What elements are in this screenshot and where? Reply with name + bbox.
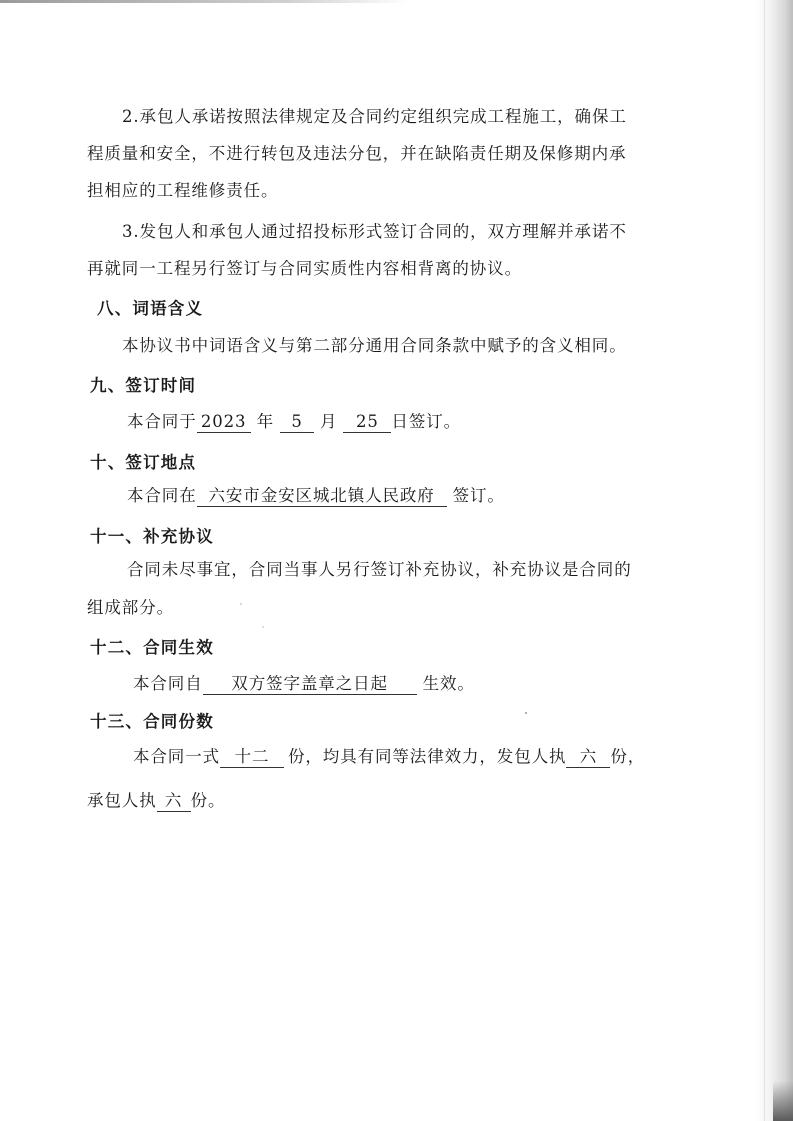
signing-date-line bbox=[127, 411, 461, 433]
copies-line2 bbox=[87, 790, 225, 812]
scan-shadow-right bbox=[755, 0, 793, 1121]
scan-edge-line bbox=[764, 0, 765, 1121]
clause7-item2-line3: 担相应的工程维修责任。 bbox=[87, 181, 279, 200]
scan-shadow-top bbox=[0, 0, 410, 3]
effective-suffix: 生效。 bbox=[422, 674, 475, 693]
signing-month: 5 bbox=[280, 412, 314, 433]
effective-condition: 双方签字盖章之日起 bbox=[203, 674, 417, 695]
effective-prefix: 本合同自 bbox=[133, 674, 203, 693]
clause7-item2-line2: 程质量和安全，不进行转包及违法分包，并在缺陷责任期及保修期内承 bbox=[87, 144, 627, 163]
section8-text: 本协议书中词语含义与第二部分通用合同条款中赋予的含义相同。 bbox=[122, 336, 627, 355]
signing-place-prefix: 本合同在 bbox=[127, 486, 197, 505]
signing-year: 2023 bbox=[197, 412, 251, 433]
copies-employer: 六 bbox=[566, 747, 610, 768]
scan-speck bbox=[262, 626, 264, 628]
year-unit: 年 bbox=[256, 412, 275, 431]
copies-mid-suffix: 份， bbox=[610, 747, 646, 766]
signing-day: 25 bbox=[343, 412, 391, 433]
section12-heading: 十二、合同生效 bbox=[90, 638, 214, 657]
signing-date-suffix: 日签订。 bbox=[391, 412, 462, 431]
effective-line bbox=[133, 673, 475, 695]
section13-heading: 十三、合同份数 bbox=[90, 712, 214, 731]
section10-heading: 十、签订地点 bbox=[90, 453, 197, 472]
scan-speck bbox=[240, 603, 242, 605]
copies-contractor: 六 bbox=[157, 791, 191, 812]
signing-date-prefix: 本合同于 bbox=[127, 412, 197, 431]
signing-place-suffix: 签订。 bbox=[452, 486, 505, 505]
section11-line2: 组成部分。 bbox=[87, 598, 174, 617]
section11-heading: 十一、补充协议 bbox=[90, 527, 214, 546]
section8-heading: 八、词语含义 bbox=[97, 299, 204, 318]
copies-line1 bbox=[133, 746, 645, 768]
clause7-item3-line2: 再就同一工程另行签订与合同实质性内容相背离的协议。 bbox=[87, 259, 522, 278]
copies-line2-suffix: 份。 bbox=[190, 791, 226, 810]
copies-mid: 份，均具有同等法律效力，发包人执 bbox=[288, 747, 567, 766]
copies-line2-prefix: 承包人执 bbox=[87, 791, 157, 810]
signing-place-line bbox=[127, 485, 505, 507]
copies-prefix: 本合同一式 bbox=[133, 747, 220, 766]
month-unit: 月 bbox=[320, 412, 338, 431]
clause7-item3-line1: 3.发包人和承包人通过招投标形式签订合同的，双方理解并承诺不 bbox=[122, 222, 627, 241]
copies-total: 十二 bbox=[220, 747, 284, 768]
clause7-item2-line1: 2.承包人承诺按照法律规定及合同约定组织完成工程施工，确保工 bbox=[122, 107, 627, 126]
signing-place: 六安市金安区城北镇人民政府 bbox=[197, 486, 447, 507]
scan-corner-shadow bbox=[773, 1081, 793, 1121]
section9-heading: 九、签订时间 bbox=[90, 376, 197, 395]
section11-line1: 合同未尽事宜，合同当事人另行签订补充协议，补充协议是合同的 bbox=[127, 560, 632, 579]
scan-speck bbox=[525, 712, 527, 714]
